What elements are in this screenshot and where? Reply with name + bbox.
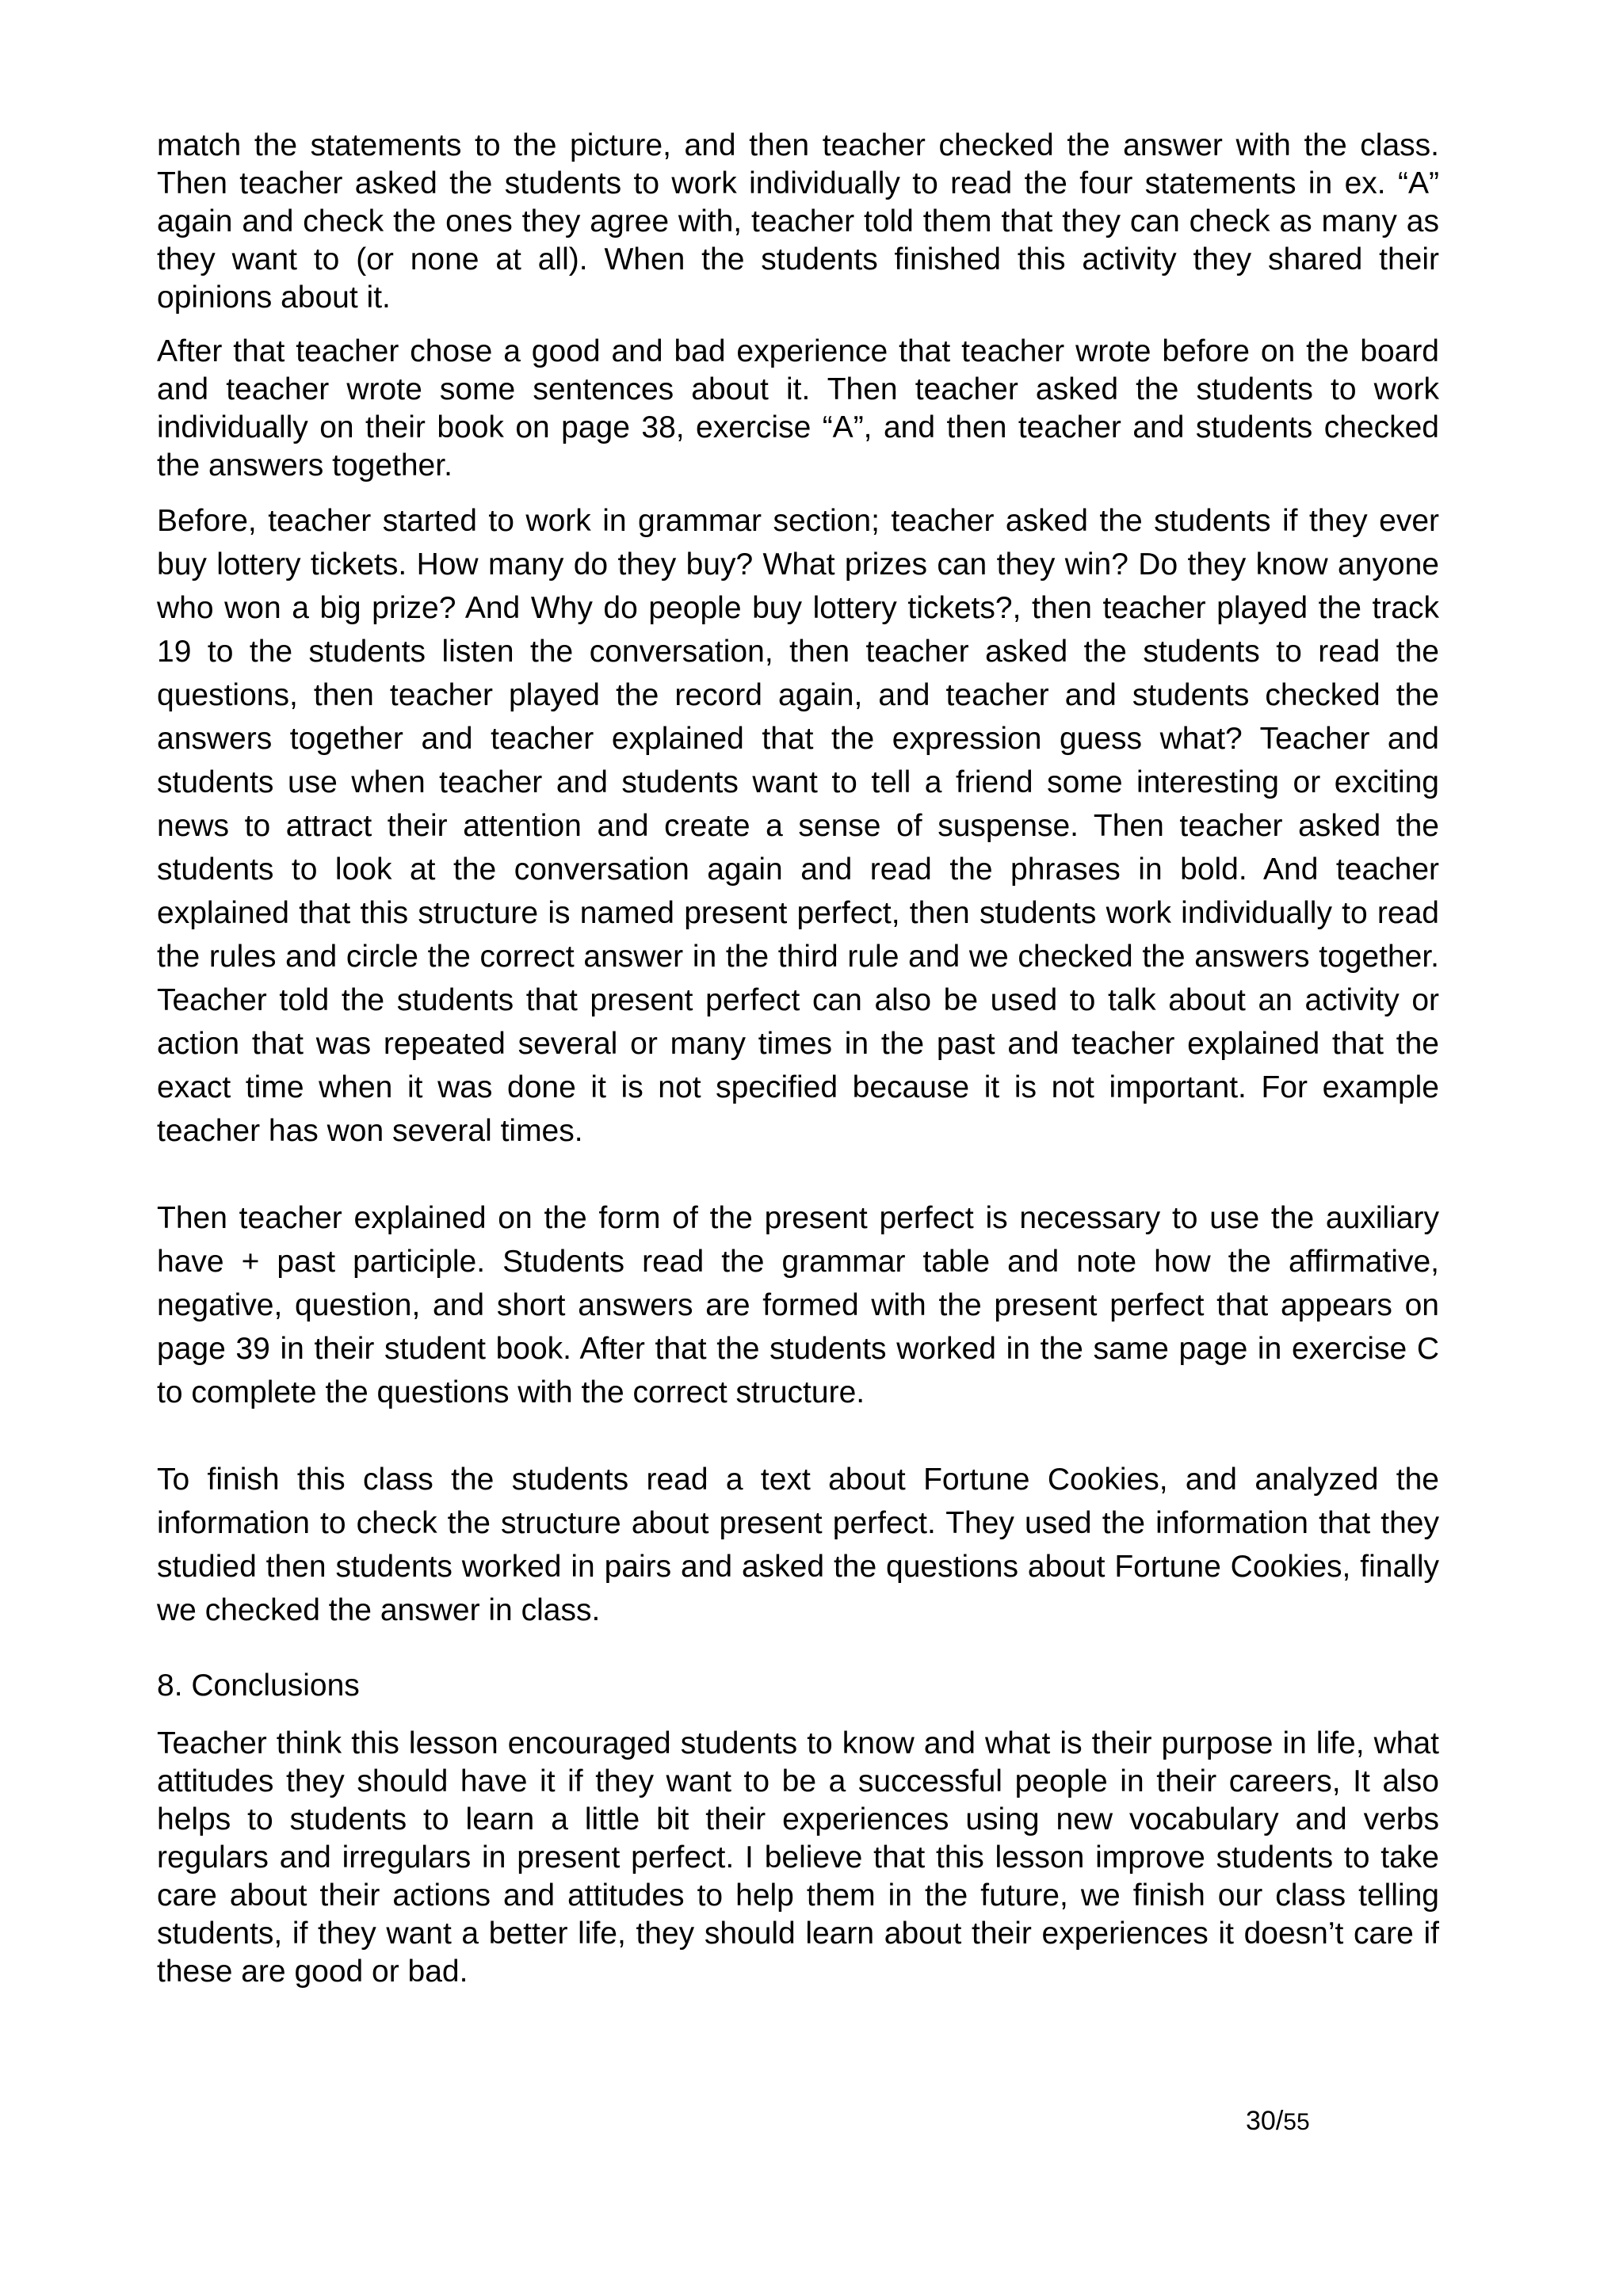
page-number-total: 55 [1283,2109,1310,2135]
conclusions-heading: 8. Conclusions [157,1669,360,1703]
page-number [1246,2105,1310,2138]
paragraph-match-statements: match the statements to the picture, and then teacher checked the answer with the class. Then teacher asked the students to work individually to read the four statements in ex. “A” again and check the ones they agree with, teacher told them that they can check as many as they want to (or none at all). When the students finished this activity they shared their opinions about it. [157,128,1439,315]
page-number-current: 30/ [1246,2106,1284,2136]
paragraph-fortune-cookies: To finish this class the students read a text about Fortune Cookies, and analyzed the information to check the structure about present perfect. They used the information that they studied then students worked in pairs and asked the questions about Fortune Cookies, finally we checked the answer in class. [157,1463,1439,1627]
paragraph-grammar-section: Before, teacher started to work in grammar section; teacher asked the students if they ever buy lottery tickets. How many do they buy? What prizes can they win? Do they know anyone who won a big prize? And Why do people buy lottery tickets?, then teacher played the track 19 to the students listen the conversation, then teacher asked the students to read the questions, then teacher played the record again, and teacher and students checked the answers together and teacher explained that the expression guess what? Teacher and students use when teacher and students want to tell a friend some interesting or exciting news to attract their attention and create a sense of suspense. Then teacher asked the students to look at the conversation again and read the phrases in bold. And teacher explained that this structure is named present perfect, then students work individually to read the rules and circle the correct answer in the third rule and we checked the answers together. Teacher told the students that present perfect can also be used to talk about an activity or action that was repeated several or many times in the past and teacher explained that the exact time when it was done it is not specified because it is not important. For example teacher has won several times. [157,504,1439,1148]
conclusions-paragraph: Teacher think this lesson encouraged students to know and what is their purpose in life, what attitudes they should have it if they want to be a successful people in their careers, It also helps to students to learn a little bit their experiences using new vocabulary and verbs regulars and irregulars in present perfect. I believe that this lesson improve students to take care about their actions and attitudes to help them in the future, we finish our class telling students, if they want a better life, they should learn about their experiences it doesn’t care if these are good or bad. [157,1726,1439,1989]
paragraph-present-perfect-form: Then teacher explained on the form of the present perfect is necessary to use the auxiliary have + past participle. Students read the grammar table and note how the affirmative, negative, question, and short answers are formed with the present perfect that appears on page 39 in their student book. After that the students worked in the same page in exercise C to complete the questions with the correct structure. [157,1201,1439,1409]
paragraph-good-bad-experience: After that teacher chose a good and bad experience that teacher wrote before on the board and teacher wrote some sentences about it. Then teacher asked the students to work individually on their book on page 38, exercise “A”, and then teacher and students checked the answers together. [157,334,1439,482]
page-body [157,127,1439,1991]
